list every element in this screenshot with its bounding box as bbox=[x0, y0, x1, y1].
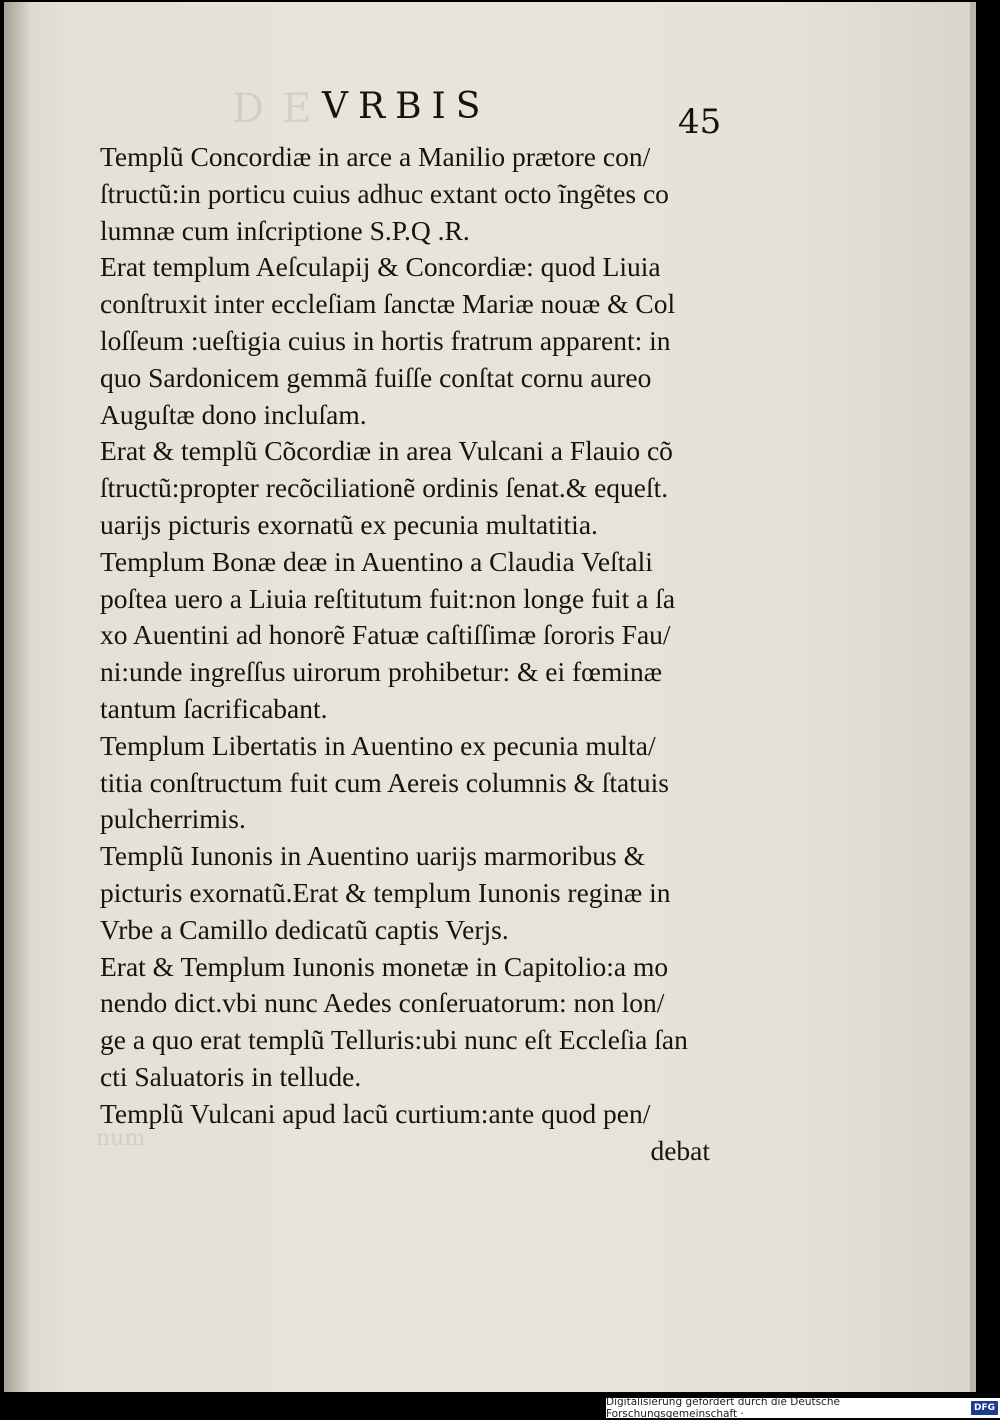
text-line: poſtea uero a Liuia reſtitutum fuit:non longe fuit a ſa bbox=[100, 582, 676, 614]
bleed-through-top: DE bbox=[232, 86, 330, 132]
text-line: ge a quo erat templũ Telluris:ubi nunc eſt Eccleſia ſan bbox=[100, 1024, 688, 1056]
book-page bbox=[4, 2, 976, 1392]
body-text bbox=[100, 139, 740, 1169]
text-line: Erat templum Aeſculapij & Concordiæ: quod Liuia bbox=[100, 251, 661, 283]
credit-text: Digitalisierung gefördert durch die Deutsche Forschungsgemeinschaft · bbox=[606, 1396, 840, 1420]
text-line: Erat & templũ Cõcordiæ in area Vulcani a Flauio cõ bbox=[100, 435, 673, 467]
page-number: 45 bbox=[678, 102, 722, 142]
catchword: debat bbox=[650, 1134, 710, 1166]
text-line: ſtructũ:propter recõciliationẽ ordinis ſenat.& equeſt. bbox=[100, 472, 669, 504]
text-line: ſtructũ:in porticu cuius adhuc extant octo ĩngẽtes co bbox=[100, 177, 669, 209]
text-line: xo Auentini ad honorẽ Fatuæ caſtiſſimæ ſororis Fau/ bbox=[100, 619, 671, 651]
text-line: Templũ Iunonis in Auentino uarijs marmoribus & bbox=[100, 840, 645, 872]
text-line: loſſeum :ueſtigia cuius in hortis fratrum apparent: in bbox=[100, 324, 671, 356]
text-line: Templũ Vulcani apud lacũ curtium:ante quod pen/ bbox=[100, 1097, 651, 1129]
digitization-credit bbox=[606, 1398, 1000, 1418]
text-line: uarijs picturis exornatũ ex pecunia multatitia. bbox=[100, 508, 598, 540]
text-line: pulcherrimis. bbox=[100, 803, 246, 835]
dfg-logo-icon: DFG bbox=[971, 1401, 998, 1415]
text-line: cti Saluatoris in tellude. bbox=[100, 1060, 362, 1092]
text-line: Erat & Templum Iunonis monetæ in Capitolio:a mo bbox=[100, 950, 669, 982]
text-line: titia conſtructum fuit cum Aereis columnis & ſtatuis bbox=[100, 766, 670, 798]
bleed-through-bottom: num bbox=[96, 1126, 146, 1151]
text-line: picturis exornatũ.Erat & templum Iunonis reginæ in bbox=[100, 876, 671, 908]
text-line: Vrbe a Camillo dedicatũ captis Verjs. bbox=[100, 913, 509, 945]
running-title: VRBIS bbox=[322, 86, 491, 127]
text-line: ni:unde ingreſſus uirorum prohibetur: & ei fœminæ bbox=[100, 656, 663, 688]
text-line: Templum Bonæ deæ in Auentino a Claudia Veſtali bbox=[100, 545, 653, 577]
text-line: lumnæ cum inſcriptione S.P.Q .R. bbox=[100, 214, 470, 246]
text-line: Templum Libertatis in Auentino ex pecunia multa/ bbox=[100, 729, 656, 761]
text-line: tantum ſacrificabant. bbox=[100, 692, 328, 724]
text-line: quo Sardonicem gemmã fuiſſe conſtat cornu aureo bbox=[100, 361, 652, 393]
text-line: Templũ Concordiæ in arce a Manilio prætore con/ bbox=[100, 141, 651, 172]
text-line: nendo dict.vbi nunc Aedes conſeruatorum: non lon/ bbox=[100, 987, 665, 1019]
text-line: conſtruxit inter eccleſiam ſanctæ Mariæ nouæ & Col bbox=[100, 288, 676, 320]
text-line: Auguſtæ dono incluſam. bbox=[100, 398, 367, 430]
